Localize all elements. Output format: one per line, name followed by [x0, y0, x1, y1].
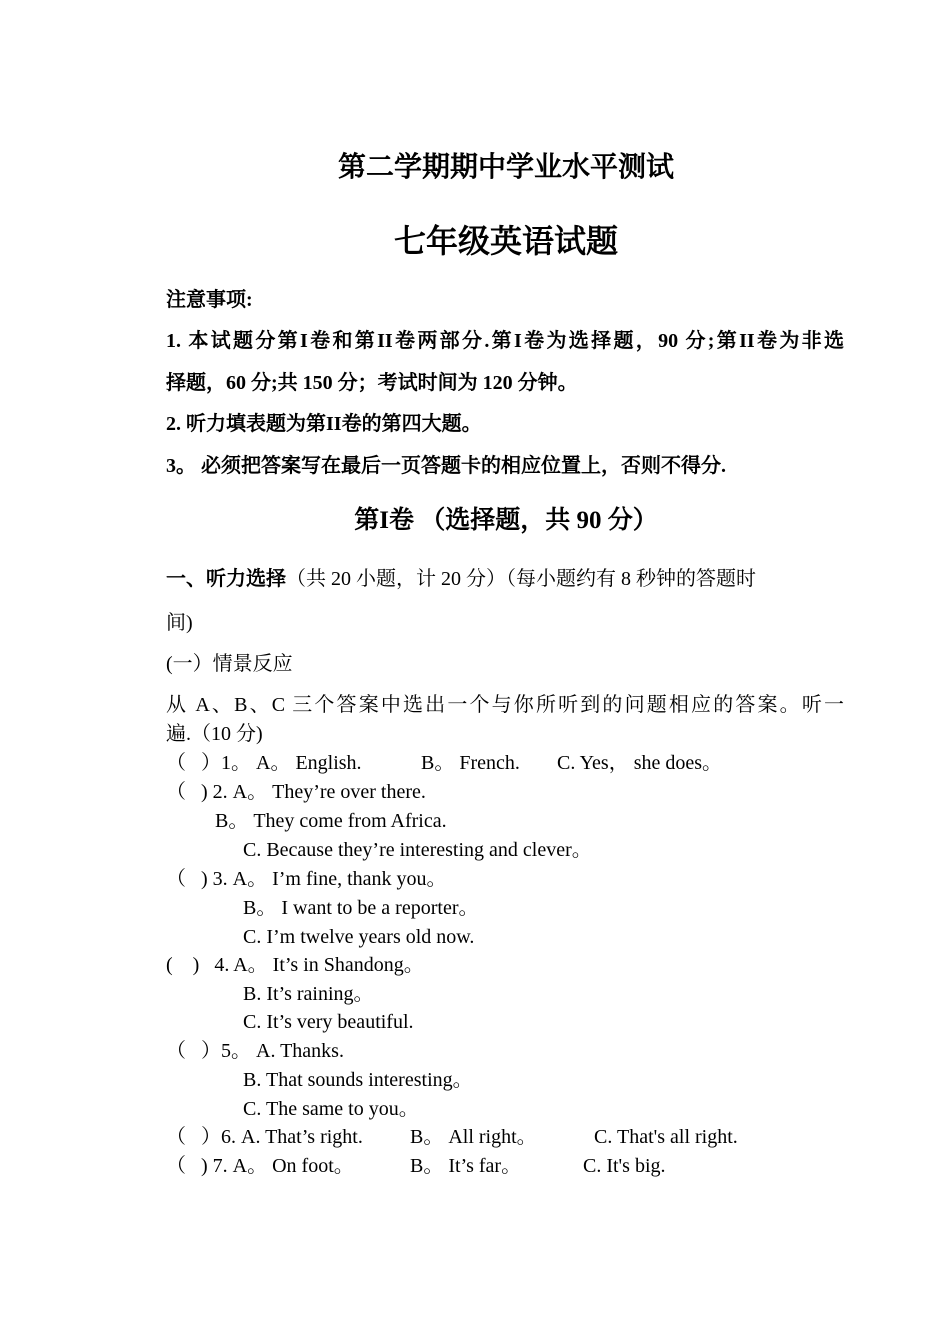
question-6-option-b: B。 All right。 — [410, 1126, 537, 1148]
question-3-option-a: （ ) 3. A。 I’m fine, thank you。 — [166, 868, 447, 890]
question-7-option-c: C. It's big. — [583, 1155, 666, 1177]
listening-heading-line-2: 间) — [166, 612, 193, 634]
listening-heading-rest: （共 20 小题，计 20 分）（每小题约有 8 秒钟的答题时 — [286, 568, 756, 590]
notes-item-1-line-2: 择题，60 分;共 150 分；考试时间为 120 分钟。 — [166, 372, 578, 394]
volume-1-heading: 第I卷 （选择题，共 90 分） — [354, 507, 658, 534]
question-5-option-c: C. The same to you。 — [243, 1098, 419, 1120]
exam-title: 第二学期期中学业水平测试 — [337, 152, 674, 183]
listening-instruction-line-1: 从 A、B、C 三个答案中选出一个与你所听到的问题相应的答案。听一 — [166, 694, 844, 716]
question-2-option-c: C. Because they’re interesting and clever。 — [243, 839, 592, 861]
question-6-option-c: C. That's all right. — [594, 1126, 738, 1148]
question-5-option-a: （ ）5。 A. Thanks. — [166, 1040, 344, 1062]
question-4-option-a: ( ) 4. A。 It’s in Shandong。 — [166, 954, 424, 976]
notes-item-3: 3。 必须把答案写在最后一页答题卡的相应位置上，否则不得分. — [166, 455, 726, 477]
question-4-option-c: C. It’s very beautiful. — [243, 1011, 414, 1033]
notes-item-2: 2. 听力填表题为第II卷的第四大题。 — [166, 413, 482, 435]
question-6-option-a: （ ）6. A. That’s right. — [166, 1126, 363, 1148]
question-2-option-b: B。 They come from Africa. — [215, 810, 447, 832]
question-3-option-b: B。 I want to be a reporter。 — [243, 897, 479, 919]
listening-heading — [166, 567, 756, 591]
question-1-option-c: C. Yes， she does。 — [557, 752, 723, 774]
question-7-option-a: （ ) 7. A。 On foot。 — [166, 1155, 354, 1177]
question-2-option-a: （ ) 2. A。 They’re over there. — [166, 781, 426, 803]
exam-subtitle: 七年级英语试题 — [393, 223, 618, 259]
question-5-option-b: B. That sounds interesting。 — [243, 1069, 473, 1091]
notes-heading: 注意事项: — [166, 289, 253, 311]
notes-item-1-line-1: 1. 本试题分第I卷和第II卷两部分.第I卷为选择题，90 分;第II卷为非选 — [166, 330, 844, 352]
listening-sub-heading: (一）情景反应 — [166, 653, 293, 675]
question-4-option-b: B. It’s raining。 — [243, 983, 374, 1005]
question-7-option-b: B。 It’s far。 — [410, 1155, 522, 1177]
question-1-option-a: （ ）1。 A。 English. — [166, 752, 362, 774]
listening-heading-bold: 一、听力选择 — [166, 568, 286, 590]
question-3-option-c: C. I’m twelve years old now. — [243, 926, 475, 948]
listening-instruction-line-2: 遍.（10 分) — [166, 723, 263, 745]
question-1-option-b: B。 French. — [421, 752, 520, 774]
